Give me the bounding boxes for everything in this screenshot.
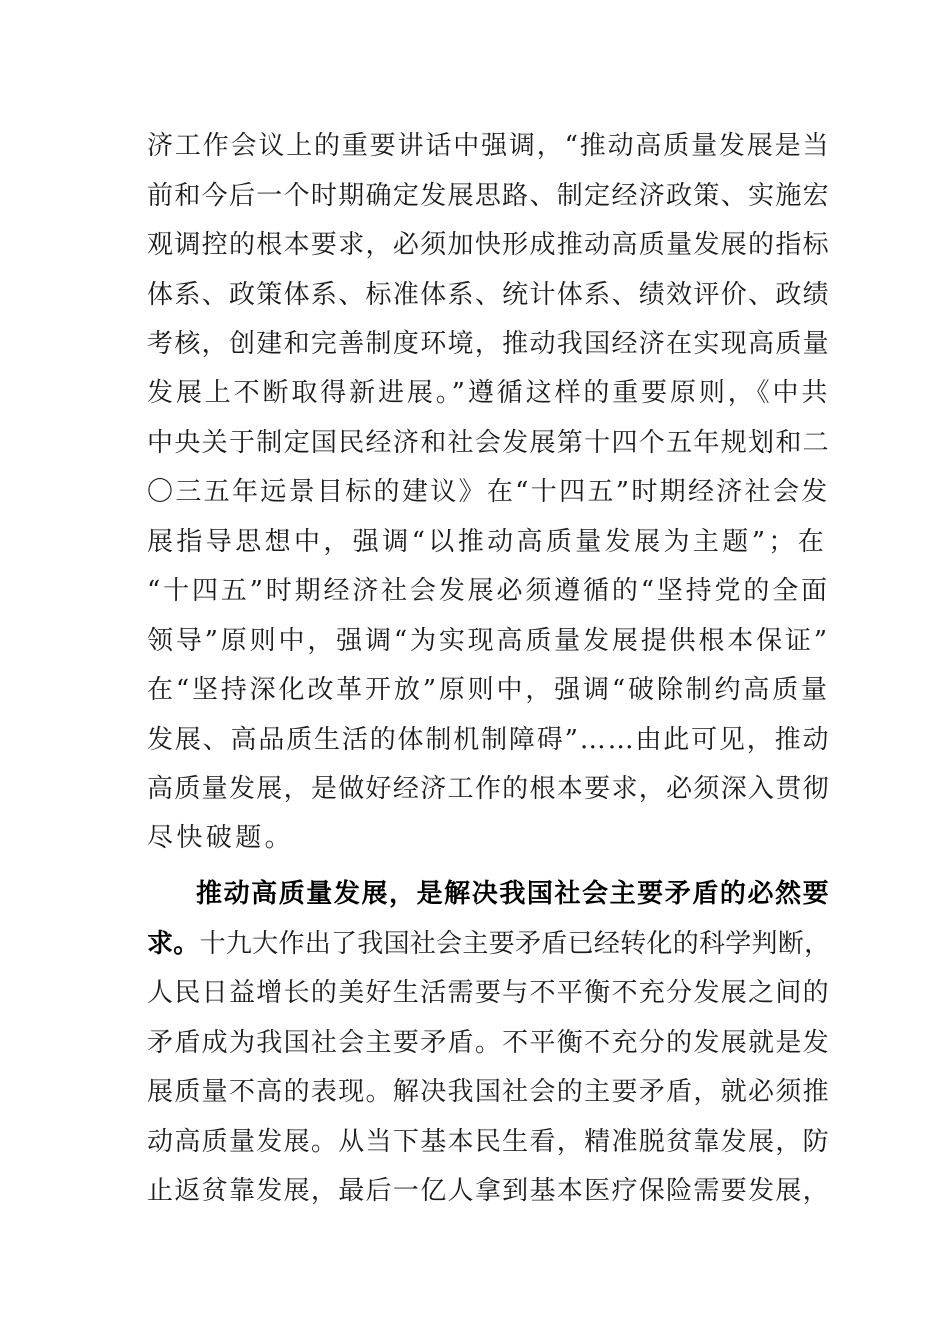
paragraph-line: 在“坚持深化改革开放”原则中，强调“破除制约高质量	[147, 675, 830, 705]
paragraph-line: 发展、高品质生活的体制机制障碍”……由此可见，推动	[147, 725, 831, 755]
paragraph-line: 展质量不高的表现。解决我国社会的主要矛盾，就必须推	[147, 1077, 831, 1107]
paragraph-line: 领导”原则中，强调“为实现高质量发展提供根本保证”	[147, 626, 830, 656]
paragraph-line: 发展上不断取得新进展。”遵循这样的重要原则，《中共	[147, 378, 831, 408]
paragraph-line: 考核，创建和完善制度环境，推动我国经济在实现高质量	[147, 329, 831, 359]
paragraph-line: 人民日益增长的美好生活需要与不平衡不充分发展之间的	[147, 978, 831, 1008]
paragraph-line: 展指导思想中，强调“以推动高质量发展为主题”；在	[147, 527, 828, 557]
paragraph-line: 高质量发展，是做好经济工作的根本要求，必须深入贯彻	[147, 774, 831, 804]
paragraph-line: 中央关于制定国民经济和社会发展第十四个五年规划和二	[147, 428, 831, 458]
paragraph-line: 尽快破题。	[147, 823, 295, 853]
paragraph-line: 前和今后一个时期确定发展思路、制定经济政策、实施宏	[147, 181, 831, 211]
paragraph-heading: 推动高质量发展，是解决我国社会主要矛盾的必然要	[196, 879, 831, 909]
paragraph-line: 观调控的根本要求，必须加快形成推动高质量发展的指标	[147, 230, 831, 260]
paragraph-heading-end: 求。	[147, 929, 200, 959]
paragraph-line: 矛盾成为我国社会主要矛盾。不平衡不充分的发展就是发	[147, 1028, 831, 1058]
paragraph-line: 〇三五年远景目标的建议》在“十四五”时期经济社会发	[147, 477, 830, 507]
paragraph-line: 体系、政策体系、标准体系、统计体系、绩效评价、政绩	[147, 280, 831, 310]
paragraph-line: 止返贫靠发展，最后一亿人拿到基本医疗保险需要发展，	[147, 1176, 831, 1206]
paragraph-line: 济工作会议上的重要讲话中强调，“推动高质量发展是当	[147, 131, 831, 161]
paragraph-line-rest: 十九大作出了我国社会主要矛盾已经转化的科学判断，	[199, 929, 831, 959]
paragraph-line: 动高质量发展。从当下基本民生看，精准脱贫靠发展，防	[147, 1127, 831, 1157]
paragraph-line: “十四五”时期经济社会发展必须遵循的“坚持党的全面	[147, 576, 830, 606]
paragraph-line	[147, 929, 830, 959]
